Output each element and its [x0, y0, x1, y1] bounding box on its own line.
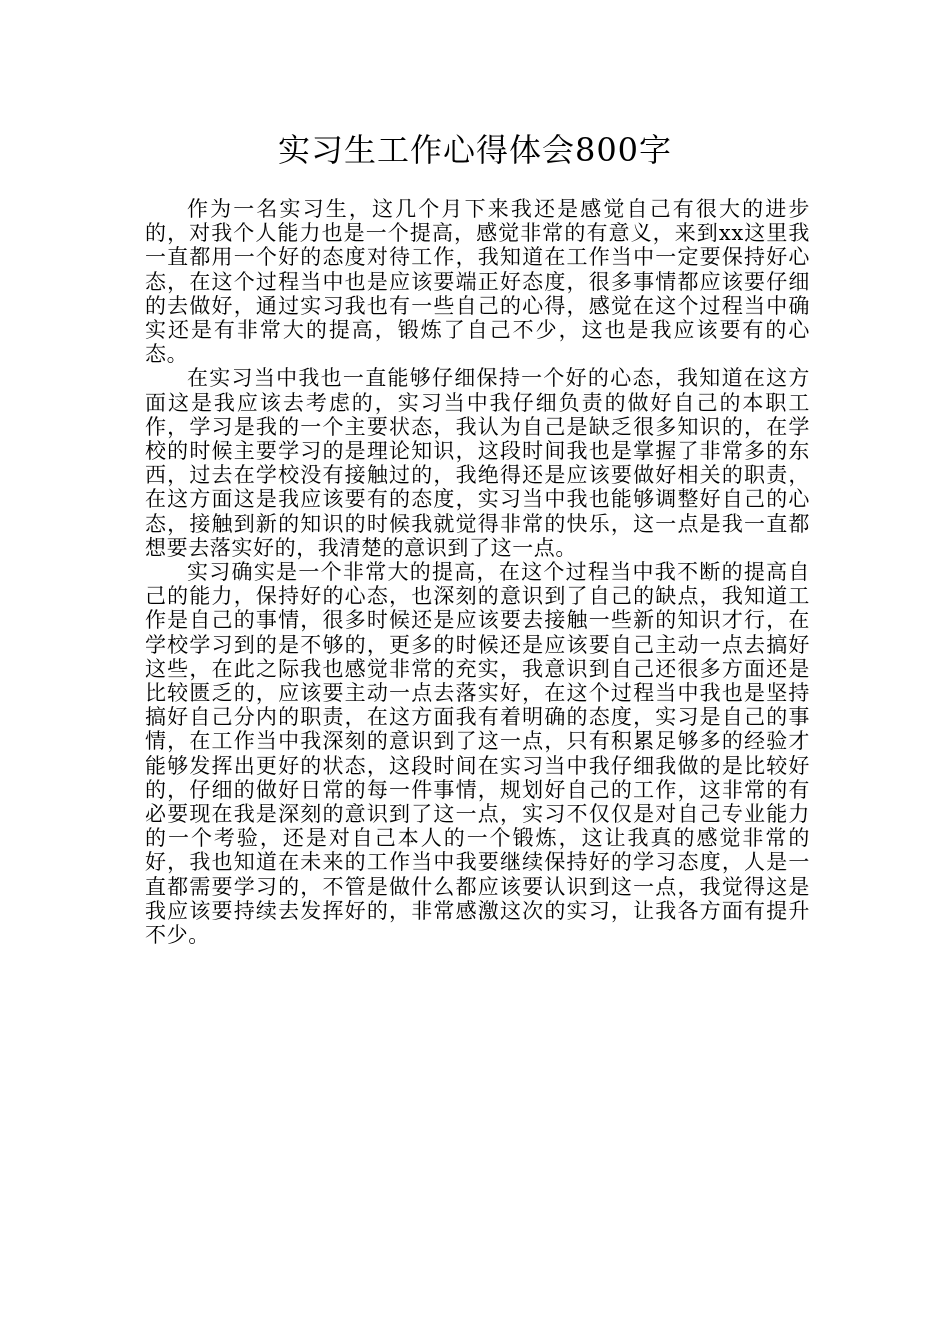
document-title: 实习生工作心得体会800字 [277, 131, 673, 169]
paragraph-3: 实习确实是一个非常大的提高，在这个过程当中我不断的提高自己的能力，保持好的心态，也深刻的意识到了自己的缺点，我知道工作是自己的事情，很多时候还是应该要去接触一些新的知识才行，在学校学习到的是不够的，更多的时候还是应该要自己主动一点去搞好这些，在此之际我也感觉非常的充实，我意识到自己还很多方面还是比较匮乏的，应该要主动一点去落实好，在这个过程当中我也是坚持搞好自己分内的职责，在这方面我有着明确的态度，实习是自己的事情，在工作当中我深刻的意识到了这一点，只有积累足够多的经验才能够发挥出更好的状态，这段时间在实习当中我仔细我做的是比较好的，仔细的做好日常的每一件事情，规划好自己的工作，这非常的有必要现在我是深刻的意识到了这一点，实习不仅仅是对自己专业能力的一个考验，还是对自己本人的一个锻炼，这让我真的感觉非常的好，我也知道在未来的工作当中我要继续保持好的学习态度，人是一直都需要学习的，不管是做什么都应该要认识到这一点，我觉得这是我应该要持续去发挥好的，非常感激这次的实习，让我各方面有提升不少。 [145, 560, 810, 948]
paragraph-1: 作为一名实习生，这几个月下来我还是感觉自己有很大的进步的，对我个人能力也是一个提高，感觉非常的有意义，来到xx这里我一直都用一个好的态度对待工作，我知道在工作当中一定要保持好心态，在这个过程当中也是应该要端正好态度，很多事情都应该要仔细的去做好，通过实习我也有一些自己的心得，感觉在这个过程当中确实还是有非常大的提高，锻炼了自己不少，这也是我应该要有的心态。 [145, 197, 810, 367]
document-body [145, 197, 810, 947]
paragraph-2: 在实习当中我也一直能够仔细保持一个好的心态，我知道在这方面这是我应该去考虑的，实习当中我仔细负责的做好自己的本职工作，学习是我的一个主要状态，我认为自己是缺乏很多知识的，在学校的时候主要学习的是理论知识，这段时间我也是掌握了非常多的东西，过去在学校没有接触过的，我绝得还是应该要做好相关的职责，在这方面这是我应该要有的态度，实习当中我也能够调整好自己的心态，接触到新的知识的时候我就觉得非常的快乐，这一点是我一直都想要去落实好的，我清楚的意识到了这一点。 [145, 366, 810, 560]
